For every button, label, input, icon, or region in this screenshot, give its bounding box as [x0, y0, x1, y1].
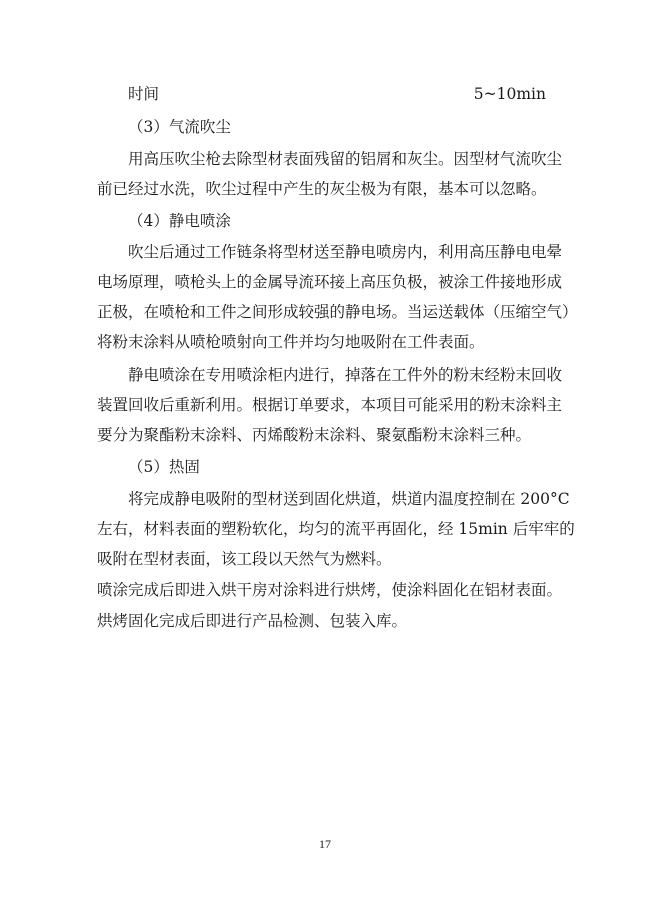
paragraph-line: 静电喷涂在专用喷涂柜内进行，掉落在工件外的粉末经粉末回收 — [128, 366, 563, 384]
section-5-heading: （5）热固 — [128, 458, 200, 476]
paragraph-line: 电场原理，喷枪头上的金属导流环接上高压负极，被涂工件接地形成 — [97, 273, 563, 291]
paragraph-line: 装置回收后重新利用。根据订单要求，本项目可能采用的粉末涂料主 — [97, 396, 563, 414]
time-label: 时间 — [128, 85, 160, 103]
paragraph-line: 吸附在型材表面，该工段以天然气为燃料。 — [97, 550, 392, 568]
paragraph-line: 用高压吹尘枪去除型材表面残留的铝屑和灰尘。因型材气流吹尘 — [128, 150, 563, 168]
paragraph-line: 将完成静电吸附的型材送到固化烘道，烘道内温度控制在 200°C — [128, 490, 570, 508]
section-3-heading: （3）气流吹尘 — [128, 118, 231, 136]
paragraph-line: 将粉末涂料从喷枪喷射向工件并均匀地吸附在工件表面。 — [97, 333, 485, 351]
section-4-heading: （4）静电喷涂 — [128, 212, 231, 230]
paragraph-line: 左右，材料表面的塑粉软化，均匀的流平再固化，经 15min 后牢牢的 — [97, 520, 575, 538]
time-row — [0, 82, 650, 106]
page-number: 17 — [319, 837, 331, 851]
paragraph-line: 喷涂完成后即进入烘干房对涂料进行烘烤，使涂料固化在铝材表面。 — [97, 581, 563, 599]
paragraph-line: 要分为聚酯粉末涂料、丙烯酸粉末涂料、聚氨酯粉末涂料三种。 — [97, 426, 532, 444]
paragraph-line: 烘烤固化完成后即进行产品检测、包装入库。 — [97, 612, 408, 630]
paragraph-line: 正极，在喷枪和工件之间形成较强的静电场。当运送载体（压缩空气） — [97, 303, 578, 321]
time-value: 5~10min — [473, 85, 546, 103]
paragraph-line: 吹尘后通过工作链条将型材送至静电喷房内，利用高压静电电晕 — [128, 243, 563, 261]
paragraph-line: 前已经过水洗，吹尘过程中产生的灰尘极为有限，基本可以忽略。 — [97, 180, 547, 198]
